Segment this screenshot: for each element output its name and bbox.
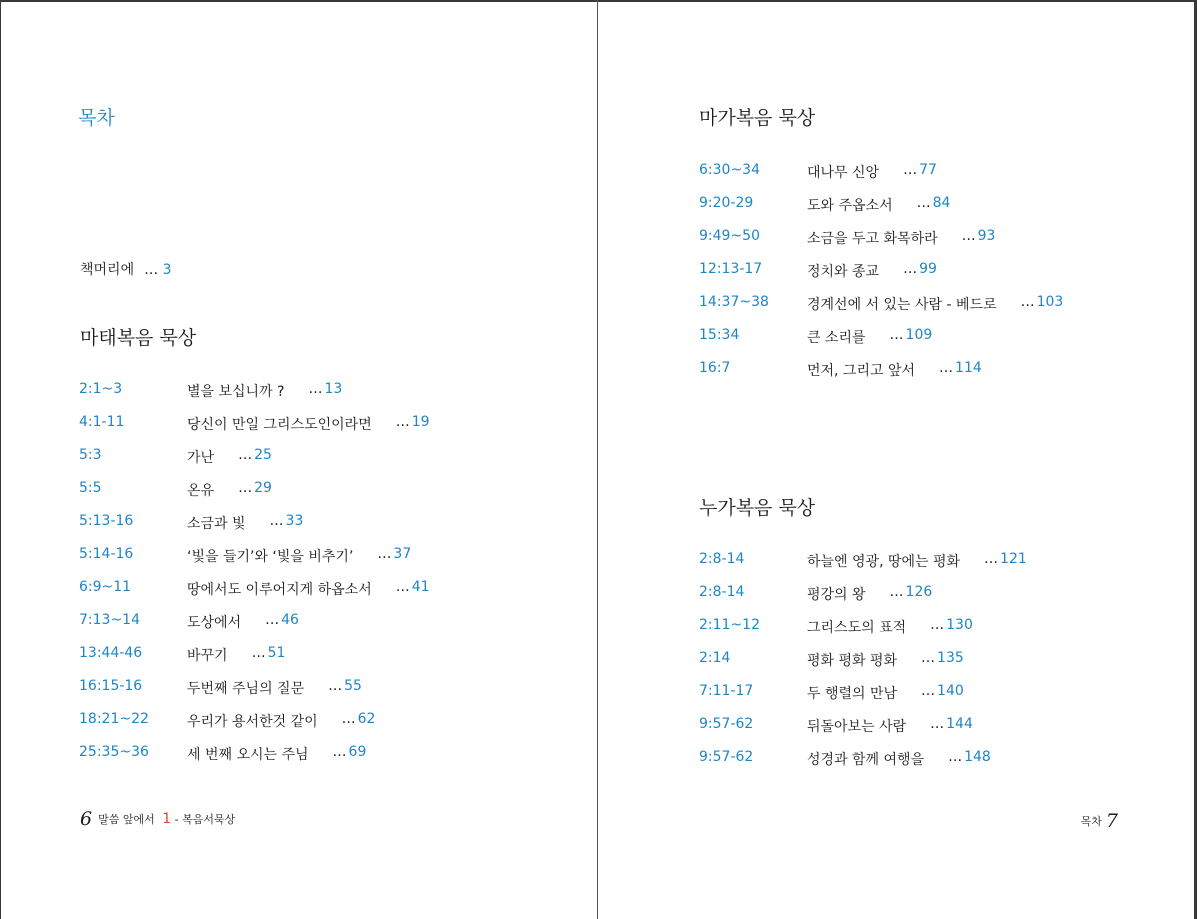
entry-title: 먼저, 그리고 앞서	[807, 363, 916, 379]
entry-title: ‘빛을 들기’와 ‘빛을 비추기’	[187, 549, 354, 565]
entry-title: 온유	[187, 483, 215, 499]
entry-title: 두번째 주님의 질문	[187, 681, 305, 697]
entry-page-number: 37	[393, 546, 412, 562]
entry-title: 그리스도의 표적	[807, 620, 907, 636]
volume-number: 1	[162, 811, 172, 827]
toc-entry	[699, 195, 1063, 228]
running-head: 목차	[1080, 815, 1102, 828]
scripture-reference: 2:8-14	[699, 584, 745, 600]
page-number: 6	[80, 808, 93, 830]
entry-page-number: 121	[1000, 551, 1027, 567]
leader-dots: …	[251, 645, 266, 661]
leader-dots: …	[238, 447, 253, 463]
scripture-reference: 18:21~22	[79, 711, 149, 727]
page-number: 7	[1105, 810, 1118, 832]
leader-dots: …	[265, 612, 280, 628]
scripture-reference: 5:14-16	[79, 546, 134, 562]
entry-page-number: 19	[411, 414, 430, 430]
scripture-reference: 15:34	[699, 327, 740, 343]
entry-page-number: 99	[919, 261, 937, 277]
scripture-reference: 16:7	[699, 360, 731, 376]
entry-title: 도와 주옵소서	[807, 198, 893, 214]
entry-title: 큰 소리를	[807, 330, 866, 346]
toc-entry	[79, 579, 430, 612]
entry-page-number: 41	[411, 579, 430, 595]
scripture-reference: 9:57-62	[699, 749, 754, 765]
entry-title: 성경과 함께 여행을	[807, 752, 925, 768]
entry-page-number: 84	[932, 195, 951, 211]
entry-page-number: 13	[324, 381, 343, 397]
toc-entry	[79, 480, 430, 513]
scripture-reference: 2:8-14	[699, 551, 745, 567]
leader-dots: …	[332, 744, 347, 760]
toc-title: 목차	[78, 107, 115, 129]
book-title: 말씀 앞에서	[98, 813, 155, 826]
left-footer	[80, 808, 235, 830]
entry-title: 당신이 만일 그리스도인이라면	[187, 417, 372, 433]
scripture-reference: 5:13-16	[79, 513, 134, 529]
section-heading-mark: 마가복음 묵상	[699, 107, 816, 129]
entry-page-number: 130	[946, 617, 973, 633]
scripture-reference: 6:30~34	[699, 162, 760, 178]
entry-page-number: 144	[946, 716, 973, 732]
entry-page-number: 51	[267, 645, 286, 661]
entry-page-number: 29	[254, 480, 272, 496]
scripture-reference: 14:37~38	[699, 294, 769, 310]
right-page	[598, 0, 1194, 919]
entry-title: 하늘엔 영광, 땅에는 평화	[807, 554, 961, 570]
entry-page-number: 103	[1036, 294, 1064, 310]
toc-entry	[699, 261, 1063, 294]
toc-entry	[699, 584, 1027, 617]
entry-page-number: 109	[905, 327, 933, 343]
entry-title: 소금과 빛	[187, 516, 246, 532]
entry-page-number: 25	[254, 447, 272, 463]
scripture-reference: 5:5	[79, 480, 102, 496]
leader-dots: …	[144, 262, 159, 278]
entry-title: 우리가 용서한것 같이	[187, 714, 318, 730]
entry-title: 도상에서	[187, 615, 242, 631]
leader-dots: …	[395, 579, 410, 595]
leader-dots: …	[921, 683, 936, 699]
leader-dots: …	[328, 678, 343, 694]
entry-title: 가난	[187, 450, 215, 466]
scripture-reference: 7:13~14	[79, 612, 140, 628]
leader-dots: …	[939, 360, 954, 376]
preface-title: 책머리에	[80, 262, 135, 278]
entry-title: 경계선에 서 있는 사람 - 베드로	[807, 297, 997, 313]
leader-dots: …	[916, 195, 931, 211]
toc-entry	[79, 381, 430, 414]
toc-entry	[79, 711, 430, 744]
leader-dots: …	[930, 617, 945, 633]
entry-page-number: 55	[344, 678, 362, 694]
section-heading-luke: 누가복음 묵상	[699, 497, 816, 519]
entry-page-number: 33	[285, 513, 304, 529]
preface-entry	[80, 259, 171, 279]
toc-entry	[699, 294, 1063, 327]
toc-entry	[79, 744, 430, 777]
toc-entry	[79, 447, 430, 480]
toc-entry	[79, 612, 430, 645]
leader-dots: …	[1020, 294, 1035, 310]
scripture-reference: 7:11-17	[699, 683, 754, 699]
scripture-reference: 4:1-11	[79, 414, 125, 430]
leader-dots: …	[903, 261, 918, 277]
right-footer	[1081, 810, 1118, 832]
leader-dots: …	[930, 716, 945, 732]
toc-entry	[699, 327, 1063, 360]
mark-entries	[699, 162, 1063, 393]
leader-dots: …	[377, 546, 392, 562]
entry-title: 두 행렬의 만남	[807, 686, 898, 702]
entry-page-number: 135	[937, 650, 964, 666]
entry-title: 세 번째 오시는 주님	[187, 747, 309, 763]
matthew-entries	[79, 381, 430, 777]
entry-page-number: 126	[905, 584, 933, 600]
leader-dots: …	[341, 711, 356, 727]
leader-dots: …	[889, 584, 904, 600]
scripture-reference: 2:11~12	[699, 617, 760, 633]
entry-page-number: 148	[964, 749, 991, 765]
entry-title: 소금을 두고 화목하라	[807, 231, 938, 247]
scripture-reference: 9:20-29	[699, 195, 754, 211]
scripture-reference: 12:13-17	[699, 261, 763, 277]
leader-dots: …	[269, 513, 284, 529]
leader-dots: …	[921, 650, 936, 666]
leader-dots: …	[238, 480, 253, 496]
scripture-reference: 9:49~50	[699, 228, 760, 244]
preface-page: 3	[162, 262, 172, 278]
toc-entry	[699, 617, 1027, 650]
entry-title: 뒤돌아보는 사람	[807, 719, 907, 735]
leader-dots: …	[903, 162, 918, 178]
scripture-reference: 13:44-46	[79, 645, 143, 661]
leader-dots: …	[948, 749, 963, 765]
luke-entries	[699, 551, 1027, 782]
entry-page-number: 46	[281, 612, 299, 628]
entry-page-number: 93	[977, 228, 996, 244]
entry-title: 땅에서도 이루어지게 하옵소서	[187, 582, 372, 598]
scripture-reference: 16:15-16	[79, 678, 143, 694]
toc-entry	[79, 414, 430, 447]
entry-title: 정치와 종교	[807, 264, 880, 280]
entry-page-number: 69	[348, 744, 367, 760]
scripture-reference: 2:1~3	[79, 381, 123, 397]
leader-dots: …	[308, 381, 323, 397]
toc-entry	[699, 749, 1027, 782]
scripture-reference: 25:35~36	[79, 744, 149, 760]
leader-dots: …	[889, 327, 904, 343]
scripture-reference: 6:9~11	[79, 579, 132, 595]
toc-entry	[79, 546, 430, 579]
entry-page-number: 114	[955, 360, 982, 376]
toc-entry	[699, 360, 1063, 393]
left-page	[0, 0, 597, 919]
toc-entry	[699, 716, 1027, 749]
toc-entry	[79, 513, 430, 546]
toc-entry	[79, 678, 430, 711]
toc-entry	[699, 228, 1063, 261]
leader-dots: …	[984, 551, 999, 567]
book-subtitle: - 복음서묵상	[174, 813, 236, 826]
entry-page-number: 62	[357, 711, 376, 727]
toc-entry	[699, 683, 1027, 716]
scripture-reference: 2:14	[699, 650, 731, 666]
entry-title: 평화 평화 평화	[807, 653, 898, 669]
leader-dots: …	[961, 228, 976, 244]
entry-page-number: 77	[919, 162, 937, 178]
toc-entry	[699, 551, 1027, 584]
entry-title: 대나무 신앙	[807, 165, 880, 181]
toc-entry	[79, 645, 430, 678]
scripture-reference: 5:3	[79, 447, 102, 463]
leader-dots: …	[395, 414, 410, 430]
toc-entry	[699, 162, 1063, 195]
scripture-reference: 9:57-62	[699, 716, 754, 732]
section-heading-matthew: 마태복음 묵상	[80, 327, 197, 349]
entry-title: 별을 보십니까 ?	[187, 384, 285, 400]
entry-title: 바꾸기	[187, 648, 228, 664]
entry-title: 평강의 왕	[807, 587, 866, 603]
entry-page-number: 140	[937, 683, 964, 699]
toc-entry	[699, 650, 1027, 683]
